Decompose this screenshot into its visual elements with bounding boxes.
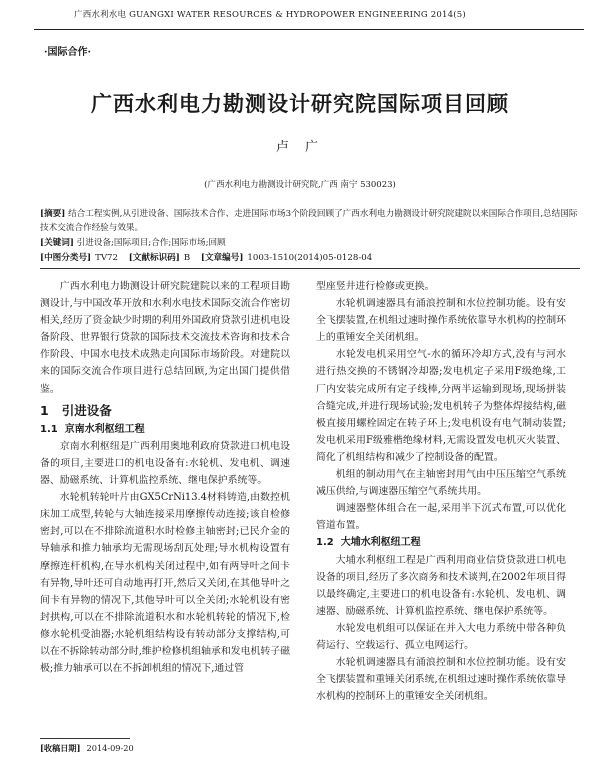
doc-code-value: B: [183, 253, 191, 263]
body-paragraph: 水轮机调速器具有涌浪控制和水位控制功能。设有安全飞摆装置,在机组过速时操作系统依靠导水机构的控制环上的重锤安全关闭机组。: [316, 298, 567, 344]
footnote-rule: [40, 738, 130, 739]
article-title: 广西水利电力勘测设计研究院国际项目回顾: [91, 91, 509, 116]
article-number-value: 1003-1510(2014)05-0128-04: [247, 253, 373, 263]
abstract-text: 结合工程实例,从引进设备、国际技术合作、走进国际市场3个阶段回顾了广西水利电力勘测设计研究院建院以来国际合作项目,总结国际技术交流合作经验与效果。: [40, 209, 578, 233]
author-name: 卢 广: [275, 140, 325, 155]
body-paragraph: 型座竖井进行检修或更换。: [316, 281, 435, 292]
received-date-footnote: [40, 743, 134, 754]
section-number: 1: [40, 402, 49, 418]
keywords: [40, 236, 580, 250]
subsection-number: 1.2: [316, 537, 334, 549]
keywords-label: [关键词]: [40, 238, 74, 248]
subsection-heading: [40, 421, 290, 438]
body-column-right: [316, 278, 566, 705]
meta-rule: [40, 268, 580, 269]
header-rule: [34, 29, 584, 30]
running-header: 广西水利水电 GUANGXI WATER RESOURCES & HYDROPOWER ENGINEERING 2014(5): [74, 10, 466, 20]
body-paragraph: 大埔水利枢纽工程是广西利用商业信贷贷款进口机电设备的项目,经历了多次商务和技术谈判,在2002年项目得以最终确定,主要进口的机电设备有:水轮机、发电机、调速器、励磁系统、计算机监控系统、继电保护系统等。: [316, 554, 566, 617]
article-number-label: [文章编号]: [200, 253, 244, 263]
body-column-left: [40, 278, 290, 677]
classification-line: [40, 251, 580, 263]
body-paragraph: 水轮机转轮叶片由GX5CrNi13.4材料铸造,由数控机床加工成型,转轮与大轴连接采用摩擦传动连接;该自检修密封,可以在不排除流道积水时检修主轴密封;已民介金的导轴承和推力轴承均无需现场刮瓦处理;导水机构设置有摩擦连杆机构,在导水机构关闭过程中,如有两导叶之间卡有异物,导叶还可自动地再打开,然后又关闭,在其他导叶之间卡有异物的情况下,其他导叶可以全关闭;水轮机设有密封拱构,可以在不排除流道积水和水轮机转轮的情况下,检修水轮机受油器;水轮机组结构设有转动部分支撑结构,可以在不拆除转动部分时,维护检修机组轴承和发电机转子磁极;推力轴承可以在不拆卸机组的情况下,通过管: [40, 492, 291, 675]
keywords-text: 引进设备;国际项目;合作;国际市场;回顾: [76, 238, 226, 248]
clc-label: [中图分类号]: [40, 253, 92, 263]
abstract-label: [摘要]: [40, 209, 66, 219]
body-paragraph: 水轮机调速器具有涌浪控制和水位控制功能。设有安全飞摆装置和重锤关闭系统,在机组过速时操作系统依靠导水机构的控制环上的重锤安全关闭机组。: [316, 657, 567, 703]
subsection-heading: [316, 534, 566, 551]
intro-paragraph: 广西水利电力勘测设计研究院建院以来的工程项目勘测设计,与中国改革开放和水利水电技术国际交流合作密切相关,经历了资金缺少时期的利用外国政府贷款引进机电设备阶段、世界银行贷款的国际技术交流技术咨询和技术合作阶段、中国水电技术成熟走向国际市场阶段。对建院以来的国际交流合作项目进行总结回顾,为定出国门提供借鉴。: [40, 281, 291, 395]
subsection-title: 大埔水利枢纽工程: [340, 537, 421, 549]
received-label: [收稿日期]: [40, 743, 81, 753]
section-title: 引进设备: [61, 402, 112, 418]
doc-code-label: [文献标识码]: [128, 253, 180, 263]
body-paragraph: 京南水利枢纽是广西利用奥地利政府贷款进口机电设备的项目,主要进口的机电设备有:水轮机、发电机、调速器、励磁系统、计算机监控系统、继电保护系统等。: [40, 440, 290, 487]
subsection-title: 京南水利枢纽工程: [64, 423, 145, 435]
body-paragraph: 调速器整体组合在一起,采用半下沉式布置,可以优化管道布置。: [316, 503, 566, 532]
abstract: [40, 207, 580, 235]
subsection-number: 1.1: [40, 423, 58, 435]
section-heading: [40, 402, 290, 419]
body-paragraph: 机组的制动用气在主轴密封用气由中压压缩空气系统减压供给,与调速器压缩空气系统共用。: [316, 469, 566, 498]
body-paragraph: 水轮发电机采用空气-水的循环冷却方式,没有与河水进行热交换的不锈钢冷却器;发电机定子采用F级绝缘,工厂内安装完成所有定子线棒,分两半运输到现场,现场拼装合缝完成,并进行现场试验;发电机转子为整体焊接结构,磁极直接用螺栓固定在转子环上;发电机设有电气制动装置;发电机采用F级雅楷绝缘材料,无需设置发电机灭火装置、简化了机组结构和减少了控制设备的配置。: [316, 349, 566, 463]
body-paragraph: 水轮发电机组可以保证在并入大电力系统中带各种负荷运行、空载运行、孤立电网运行。: [316, 622, 566, 651]
received-date: 2014-09-20: [86, 743, 134, 753]
clc-value: TV72: [95, 253, 118, 263]
column-tag: ·国际合作·: [44, 47, 91, 58]
author-affiliation: (广西水利电力勘测设计研究院,广西 南宁 530023): [204, 180, 396, 190]
